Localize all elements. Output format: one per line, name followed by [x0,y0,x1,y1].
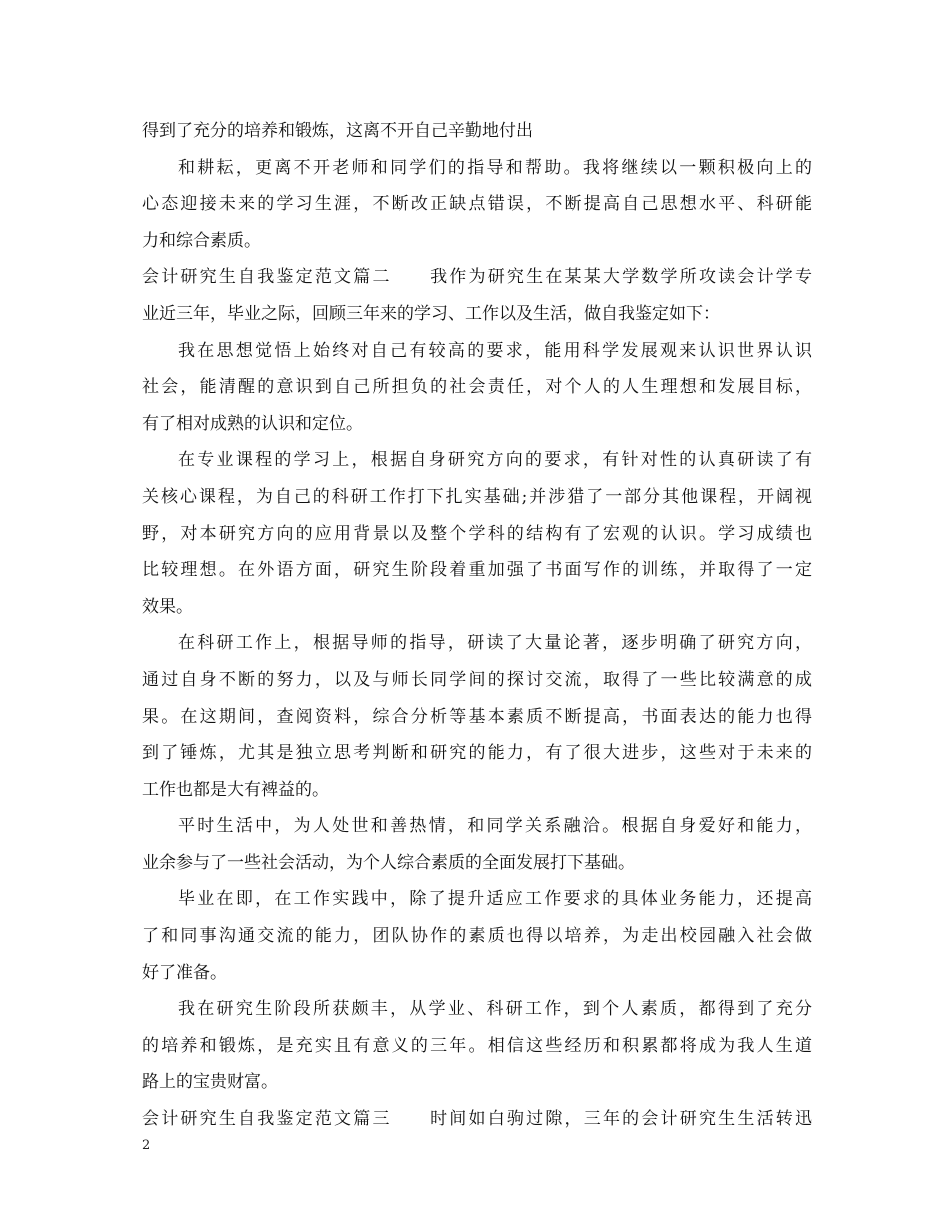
text-line: 通过自身不断的努力，以及与师长同学间的探讨交流，取得了一些比较满意的成 [142,669,812,690]
text-line: 到了锤炼，尤其是独立思考判断和研究的能力，有了很大进步，这些对于未来的 [142,743,812,764]
text-line: 果。在这期间，查阅资料，综合分析等基本素质不断提高，书面表达的能力也得 [142,706,812,727]
section-heading-line: 会计研究生自我鉴定范文篇三 时间如白驹过隙，三年的会计研究生生活转迅 [142,1109,812,1130]
text-line: 效果。 [142,596,193,617]
text-line: 的培养和锻炼，是充实且有意义的三年。相信这些经历和积累都将成为我人生道 [142,1035,812,1056]
text-line: 好了准备。 [142,962,227,983]
text-line: 和耕耘，更离不开老师和同学们的指导和帮助。我将继续以一颗积极向上的 [178,157,812,178]
text-line: 业余参与了一些社会活动，为个人综合素质的全面发展打下基础。 [142,852,635,873]
text-line: 力和综合素质。 [142,230,261,251]
text-line: 有了相对成熟的认识和定位。 [142,413,363,434]
text-line: 我在思想觉悟上始终对自己有较高的要求，能用科学发展观来认识世界认识 [178,340,812,361]
text-line: 得到了充分的培养和锻炼，这离不开自己辛勤地付出 [142,121,533,141]
text-line: 在科研工作上，根据导师的指导，研读了大量论著，逐步明确了研究方向， [178,633,812,654]
text-line: 毕业在即，在工作实践中，除了提升适应工作要求的具体业务能力，还提高 [178,889,812,910]
section-heading-line: 会计研究生自我鉴定范文篇二 我作为研究生在某某大学数学所攻读会计学专 [142,267,812,288]
text-line: 业近三年，毕业之际，回顾三年来的学习、工作以及生活，做自我鉴定如下： [142,303,720,324]
text-line: 心态迎接未来的学习生涯，不断改正缺点错误，不断提高自己思想水平、科研能 [142,194,812,215]
text-line: 路上的宝贵财富。 [142,1072,278,1093]
text-line: 社会，能清醒的意识到自己所担负的社会责任，对个人的人生理想和发展目标， [142,377,812,398]
body-text [142,113,812,1138]
text-line: 关核心课程，为自己的科研工作打下扎实基础;并涉猎了一部分其他课程，开阔视 [142,486,812,507]
text-line: 在专业课程的学习上，根据自身研究方向的要求，有针对性的认真研读了有 [178,450,812,471]
page-number: 2 [142,1138,151,1153]
text-line: 我在研究生阶段所获颇丰，从学业、科研工作，到个人素质，都得到了充分 [178,999,812,1020]
text-line: 工作也都是大有裨益的。 [142,779,329,800]
text-line: 比较理想。在外语方面，研究生阶段着重加强了书面写作的训练，并取得了一定 [142,560,812,581]
text-line: 野，对本研究方向的应用背景以及整个学科的结构有了宏观的认识。学习成绩也 [142,523,812,544]
text-line: 了和同事沟通交流的能力，团队协作的素质也得以培养，为走出校园融入社会做 [142,926,812,947]
text-line: 平时生活中，为人处世和善热情，和同学关系融洽。根据自身爱好和能力， [178,816,812,837]
